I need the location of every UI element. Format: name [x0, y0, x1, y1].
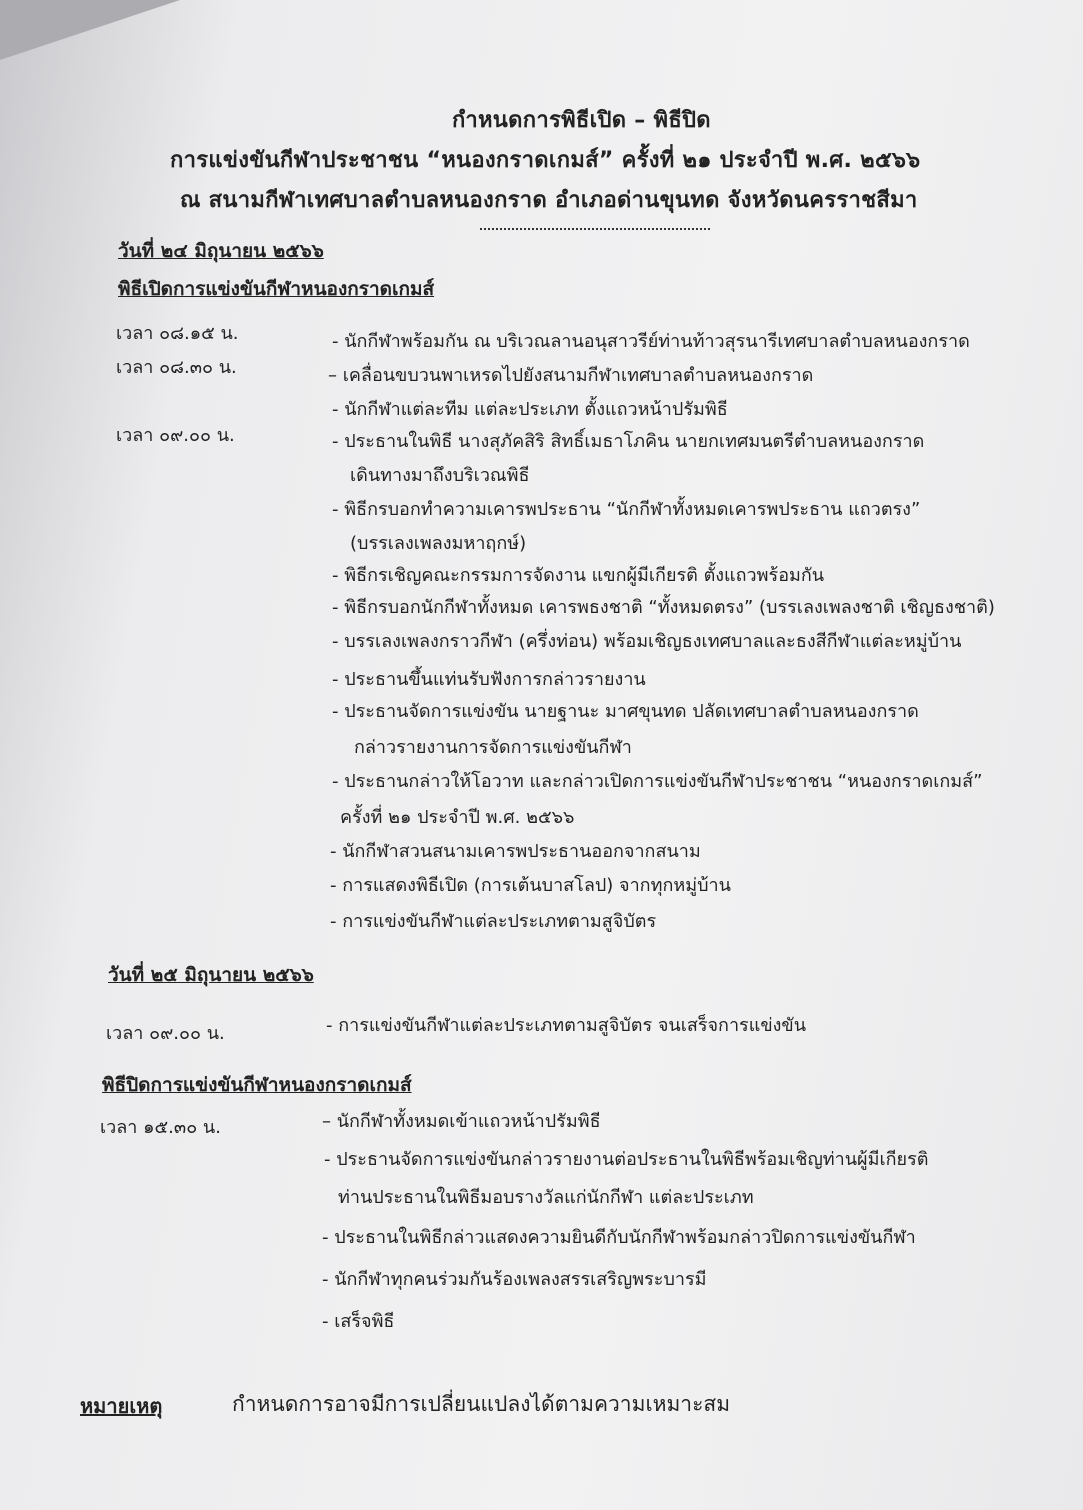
schedule-item: - นักกีฬาทุกคนร่วมกันร้องเพลงสรรเสริญพระบารมี [322, 1269, 707, 1290]
schedule-item: - นักกีฬาสวนสนามเคารพประธานออกจากสนาม [330, 841, 701, 862]
schedule-item: - ประธานจัดการแข่งขันกล่าวรายงานต่อประธานในพิธีพร้อมเชิญท่านผู้มีเกียรติ [324, 1149, 929, 1170]
schedule-item: - พิธีกรบอกทำความเคารพประธาน “นักกีฬาทั้งหมดเคารพประธาน แถวตรง” [332, 499, 921, 520]
schedule-item: – เคลื่อนขบวนพาเหรดไปยังสนามกีฬาเทศบาลตำบลหนองกราด [328, 365, 814, 386]
schedule-item: – นักกีฬาทั้งหมดเข้าแถวหน้าปรัมพิธี [322, 1111, 601, 1132]
doc-subtitle: การแข่งขันกีฬาประชาชน “หนองกราดเกมส์” ครั้งที่ ๒๑ ประจำปี พ.ศ. ๒๕๖๖ [170, 148, 921, 173]
schedule-item: - ประธานกล่าวให้โอวาท และกล่าวเปิดการแข่งขันกีฬาประชาชน “หนองกราดเกมส์” [332, 771, 983, 792]
day1-date: วันที่ ๒๔ มิถุนายน ๒๕๖๖ [118, 240, 324, 262]
title-divider [480, 228, 710, 230]
schedule-item: - นักกีฬาพร้อมกัน ณ บริเวณลานอนุสาวรีย์ท่านท้าวสุรนารีเทศบาลตำบลหนองกราด [332, 331, 970, 352]
schedule-item-continued: (บรรเลงเพลงมหาฤกษ์) [350, 533, 527, 554]
closing-section-title: พิธีปิดการแข่งขันกีฬาหนองกราดเกมส์ [102, 1074, 412, 1096]
schedule-item: - ประธานขึ้นแท่นรับฟังการกล่าวรายงาน [332, 669, 646, 690]
schedule-item-continued: ท่านประธานในพิธีมอบรางวัลแก่นักกีฬา แต่ละประเภท [338, 1187, 754, 1208]
schedule-item: - ประธานในพิธี นางสุภัคสิริ สิทธิ์เมธาโภคิน นายกเทศมนตรีตำบลหนองกราด [332, 431, 925, 452]
schedule-item-continued: ครั้งที่ ๒๑ ประจำปี พ.ศ. ๒๕๖๖ [340, 807, 575, 828]
schedule-item: - นักกีฬาแต่ละทีม แต่ละประเภท ตั้งแถวหน้าปรัมพิธี [332, 399, 728, 420]
schedule-item-continued: กล่าวรายงานการจัดการแข่งขันกีฬา [354, 737, 632, 758]
time-0815: เวลา ๐๘.๑๕ น. [116, 323, 239, 344]
note-label: หมายเหตุ [80, 1394, 163, 1418]
schedule-item: - บรรเลงเพลงกราวกีฬา (ครึ่งท่อน) พร้อมเชิญธงเทศบาลและธงสีกีฬาแต่ละหมู่บ้าน [332, 631, 962, 652]
schedule-item: - การแสดงพิธีเปิด (การเต้นบาสโลป) จากทุกหมู่บ้าน [330, 875, 731, 896]
time-day2-0900: เวลา ๐๙.๐๐ น. [106, 1023, 225, 1044]
time-0830: เวลา ๐๘.๓๐ น. [116, 357, 237, 378]
day1-section-title: พิธีเปิดการแข่งขันกีฬาหนองกราดเกมส์ [118, 278, 435, 300]
schedule-item: - การแข่งขันกีฬาแต่ละประเภทตามสูจิบัตร [330, 911, 657, 932]
time-1530: เวลา ๑๕.๓๐ น. [100, 1117, 221, 1138]
doc-venue: ณ สนามกีฬาเทศบาลตำบลหนองกราด อำเภอด่านขุนทด จังหวัดนครราชสีมา [180, 188, 918, 213]
schedule-item: - พิธีกรเชิญคณะกรรมการจัดงาน แขกผู้มีเกียรติ ตั้งแถวพร้อมกัน [332, 565, 825, 586]
schedule-item: - การแข่งขันกีฬาแต่ละประเภทตามสูจิบัตร จนเสร็จการแข่งขัน [326, 1015, 807, 1036]
day2-date: วันที่ ๒๕ มิถุนายน ๒๕๖๖ [108, 964, 314, 986]
note-text: กำหนดการอาจมีการเปลี่ยนแปลงได้ตามความเหมาะสม [232, 1392, 731, 1416]
doc-title: กำหนดการพิธีเปิด – พิธีปิด [452, 108, 711, 133]
schedule-item: - ประธานในพิธีกล่าวแสดงความยินดีกับนักกีฬาพร้อมกล่าวปิดการแข่งขันกีฬา [322, 1227, 916, 1248]
schedule-item-continued: เดินทางมาถึงบริเวณพิธี [350, 465, 530, 486]
schedule-item: - เสร็จพิธี [322, 1311, 395, 1332]
schedule-item: - ประธานจัดการแข่งขัน นายฐานะ มาศขุนทด ปลัดเทศบาลตำบลหนองกราด [332, 701, 919, 722]
time-0900: เวลา ๐๙.๐๐ น. [116, 425, 235, 446]
schedule-item: - พิธีกรบอกนักกีฬาทั้งหมด เคารพธงชาติ “ทั้งหมดตรง” (บรรเลงเพลงชาติ เชิญธงชาติ) [332, 597, 995, 618]
